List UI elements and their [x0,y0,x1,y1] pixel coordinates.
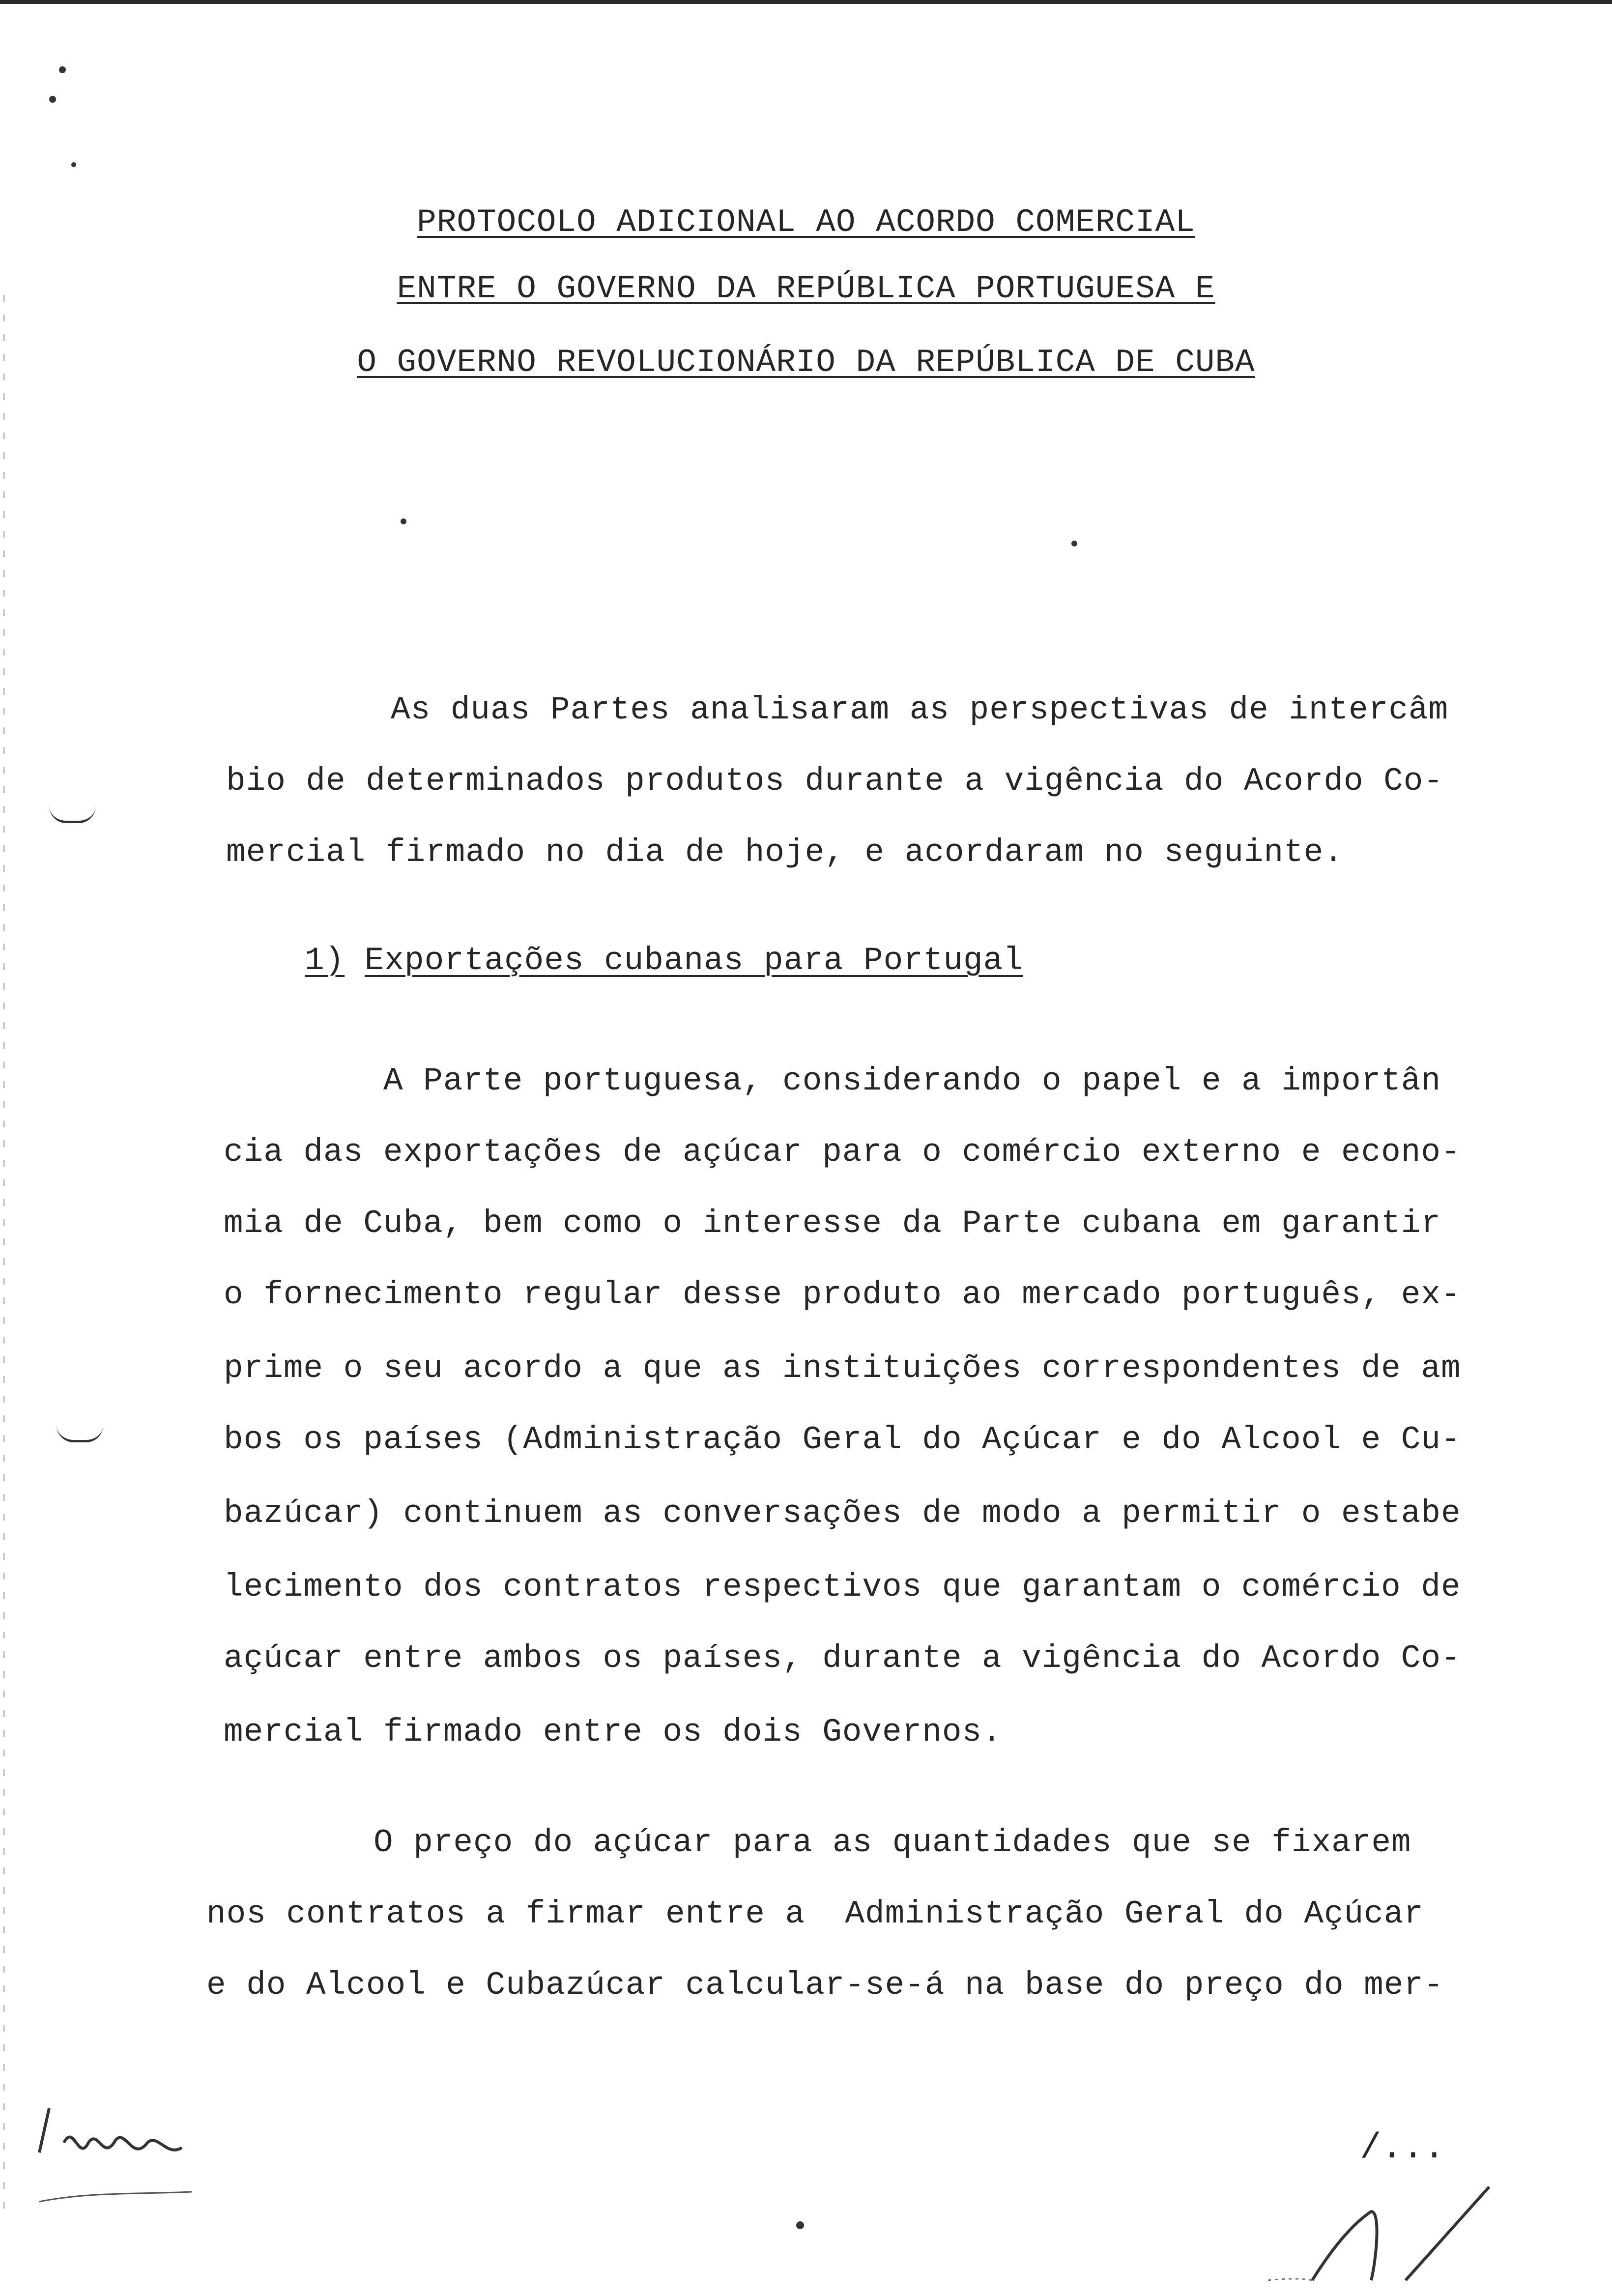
continuation-marker: /... [1360,2128,1445,2168]
intro-line-3: mercial firmado no dia de hoje, e acordaram no seguinte. [226,834,1344,871]
handwritten-signature [1258,2182,1514,2295]
paragraph-1-line-9: açúcar entre ambos os países, durante a vigência do Acordo Co- [224,1640,1461,1677]
paragraph-1-line-4: o fornecimento regular desse produto ao mercado português, ex- [224,1276,1461,1313]
paragraph-1-line-5: prime o seu acordo a que as instituições correspondentes de am [224,1350,1461,1387]
paragraph-2-line-1: O preço do açúcar para as quantidades que se fixarem [374,1824,1411,1861]
paragraph-1-line-8: lecimento dos contratos respectivos que garantam o comércio de [224,1569,1461,1606]
intro-line-2: bio de determinados produtos durante a vigência do Acordo Co- [226,763,1443,800]
margin-dot [1071,541,1077,546]
paragraph-1-line-2: cia das exportações de açúcar para o comércio externo e econo- [224,1134,1461,1171]
section-1-title: Exportações cubanas para Portugal [364,942,1023,979]
margin-dot [49,96,56,103]
margin-dot [59,66,66,73]
title-line-1: PROTOCOLO ADICIONAL AO ACORDO COMERCIAL [417,204,1195,241]
handwritten-initials [29,2094,206,2211]
left-edge-marks [3,295,5,2211]
margin-dot [796,2221,804,2229]
paragraph-2-line-2: nos contratos a firmar entre a Administração Geral do Açúcar [206,1895,1424,1932]
paragraph-1-line-3: mia de Cuba, bem como o interesse da Parte cubana em garantir [224,1205,1441,1242]
paragraph-1-line-6: bos os países (Administração Geral do Açúcar e do Alcool e Cu- [224,1421,1461,1458]
title-line-3: O GOVERNO REVOLUCIONÁRIO DA REPÚBLICA DE CUBA [357,344,1255,381]
margin-dot [71,162,76,167]
punch-hole-mark [57,1425,103,1442]
title-line-2: ENTRE O GOVERNO DA REPÚBLICA PORTUGUESA E [397,270,1215,307]
paragraph-1-line-1: A Parte portuguesa, considerando o papel e a importân [383,1062,1441,1099]
section-1-number: 1) [305,942,345,979]
paragraph-1-line-7: bazúcar) continuem as conversações de modo a permitir o estabe [224,1495,1461,1532]
top-border-line [0,0,1612,4]
margin-dot [401,518,406,524]
punch-hole-mark [49,806,96,823]
section-1-heading [305,944,1023,978]
paragraph-2-line-3: e do Alcool e Cubazúcar calcular-se-á na base do preço do mer- [206,1967,1444,2004]
intro-line-1: As duas Partes analisaram as perspectivas de intercâm [391,691,1449,728]
paragraph-1-line-10: mercial firmado entre os dois Governos. [224,1714,1002,1751]
